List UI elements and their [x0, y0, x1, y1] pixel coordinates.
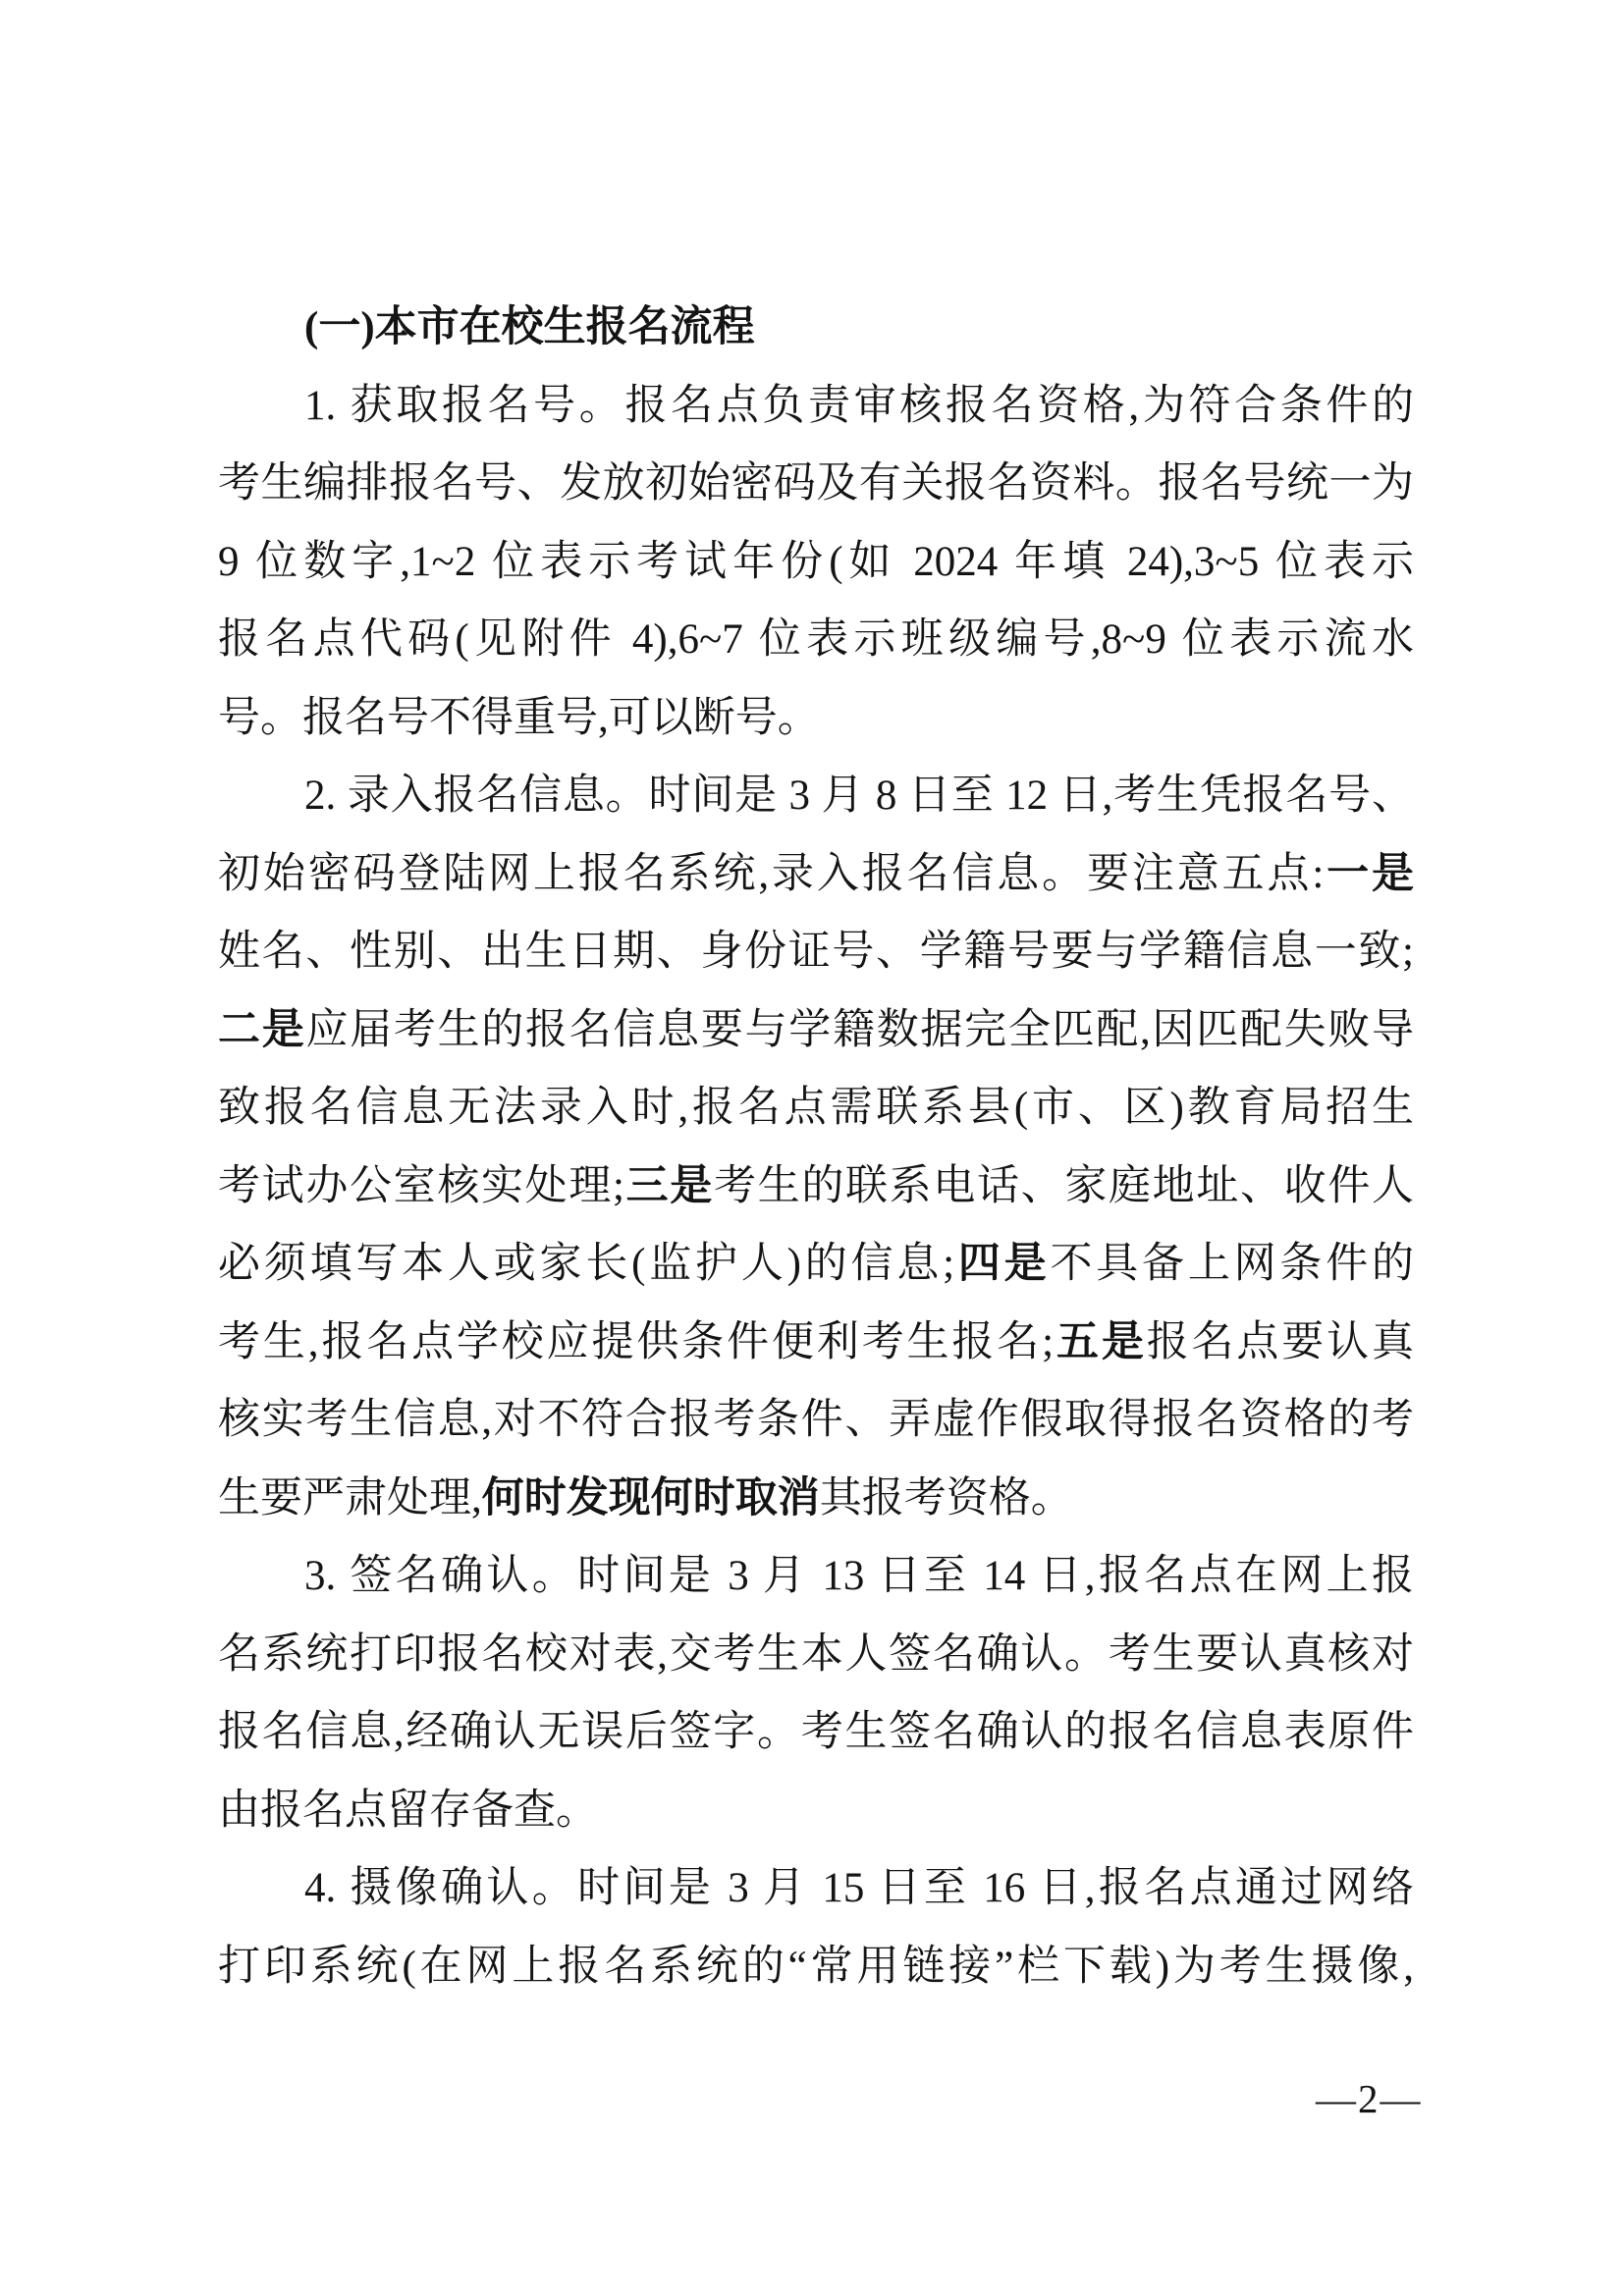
text-line: [218, 1304, 1414, 1382]
text-line: [218, 1381, 1414, 1460]
text-run: 考生,报名点学校应提供条件便利考生报名;: [218, 1318, 1055, 1365]
text-run-bold: 四是: [954, 1240, 1051, 1287]
text-run: 打印系统(在网上报名系统的“常用链接”栏下载)为考生摄像,: [218, 1943, 1414, 1990]
document-body: [218, 289, 1414, 2005]
text-line: [218, 601, 1414, 679]
page-number: —2—: [1316, 2076, 1423, 2121]
text-run: 考生编排报名号、发放初始密码及有关报名资料。报名号统一为: [218, 460, 1414, 507]
text-run: 初始密码登陆网上报名系统,录入报名信息。要注意五点:: [218, 850, 1325, 897]
text-run: 名系统打印报名校对表,交考生本人签名确认。考生要认真核对: [218, 1630, 1414, 1678]
text-run: 9 位数字,1~2 位表示考试年份(如 2024 年填 24),3~5 位表示: [218, 538, 1414, 585]
text-line: [218, 1928, 1414, 2006]
text-run: 报名信息,经确认无误后签字。考生签名确认的报名信息表原件: [218, 1709, 1414, 1755]
text-run-bold: 何时发现何时取消: [481, 1473, 820, 1522]
text-run: 1. 获取报名号。报名点负责审核报名资格,为符合条件的: [304, 382, 1414, 429]
text-run: 号。报名号不得重号,可以断号。: [218, 694, 820, 741]
section-heading: [218, 289, 1414, 367]
text-run: 报名点代码(见附件 4),6~7 位表示班级编号,8~9 位表示流水: [218, 616, 1414, 663]
text-run-bold: 五是: [1054, 1317, 1147, 1365]
text-line: [218, 679, 1414, 758]
text-run: 必须填写本人或家长(监护人)的信息;: [218, 1241, 955, 1287]
text-line: [218, 1772, 1414, 1850]
text-run-bold: 二是: [218, 1005, 306, 1053]
section-heading-text: (一)本市在校生报名流程: [304, 304, 755, 350]
text-line: [218, 1225, 1414, 1304]
text-run: 考试办公室核实处理;: [218, 1162, 624, 1209]
text-line: [218, 523, 1414, 602]
text-line: [218, 991, 1414, 1070]
text-line: [218, 445, 1414, 523]
text-run: 应届考生的报名信息要与学籍数据完全匹配,因匹配失败导: [305, 1006, 1415, 1053]
text-run: 生要严肃处理,: [218, 1474, 482, 1522]
text-line: [218, 835, 1414, 914]
text-run: 姓名、性别、出生日期、身份证号、学籍号要与学籍信息一致;: [218, 929, 1414, 975]
text-run-bold: 三是: [623, 1161, 714, 1209]
text-run: 不具备上网条件的: [1050, 1241, 1415, 1287]
text-run: 3. 签名确认。时间是 3 月 13 日至 14 日,报名点在网上报: [304, 1553, 1414, 1599]
text-run: 4. 摄像确认。时间是 3 月 15 日至 16 日,报名点通过网络: [304, 1865, 1414, 1911]
text-run: 2. 录入报名信息。时间是 3 月 8 日至 12 日,考生凭报名号、: [304, 773, 1414, 819]
text-run: 致报名信息无法录入时,报名点需联系县(市、区)教育局招生: [218, 1085, 1414, 1131]
text-line: [218, 1537, 1414, 1616]
text-line: [218, 1069, 1414, 1148]
text-run: 其报考资格。: [819, 1474, 1073, 1522]
text-run: 核实考生信息,对不符合报考条件、弄虚作假取得报名资格的考: [218, 1397, 1414, 1443]
text-line: [218, 367, 1414, 446]
text-line: [218, 913, 1414, 991]
text-run-bold: 一是: [1324, 849, 1415, 897]
text-run: 考生的联系电话、家庭地址、收件人: [713, 1162, 1415, 1209]
text-run: 由报名点留存备查。: [218, 1787, 598, 1834]
text-line: [218, 757, 1414, 835]
text-line: [218, 1460, 1414, 1538]
text-line: [218, 1693, 1414, 1772]
text-run: 报名点要认真: [1146, 1318, 1415, 1365]
text-line: [218, 1616, 1414, 1694]
text-line: [218, 1849, 1414, 1928]
text-line: [218, 1148, 1414, 1226]
